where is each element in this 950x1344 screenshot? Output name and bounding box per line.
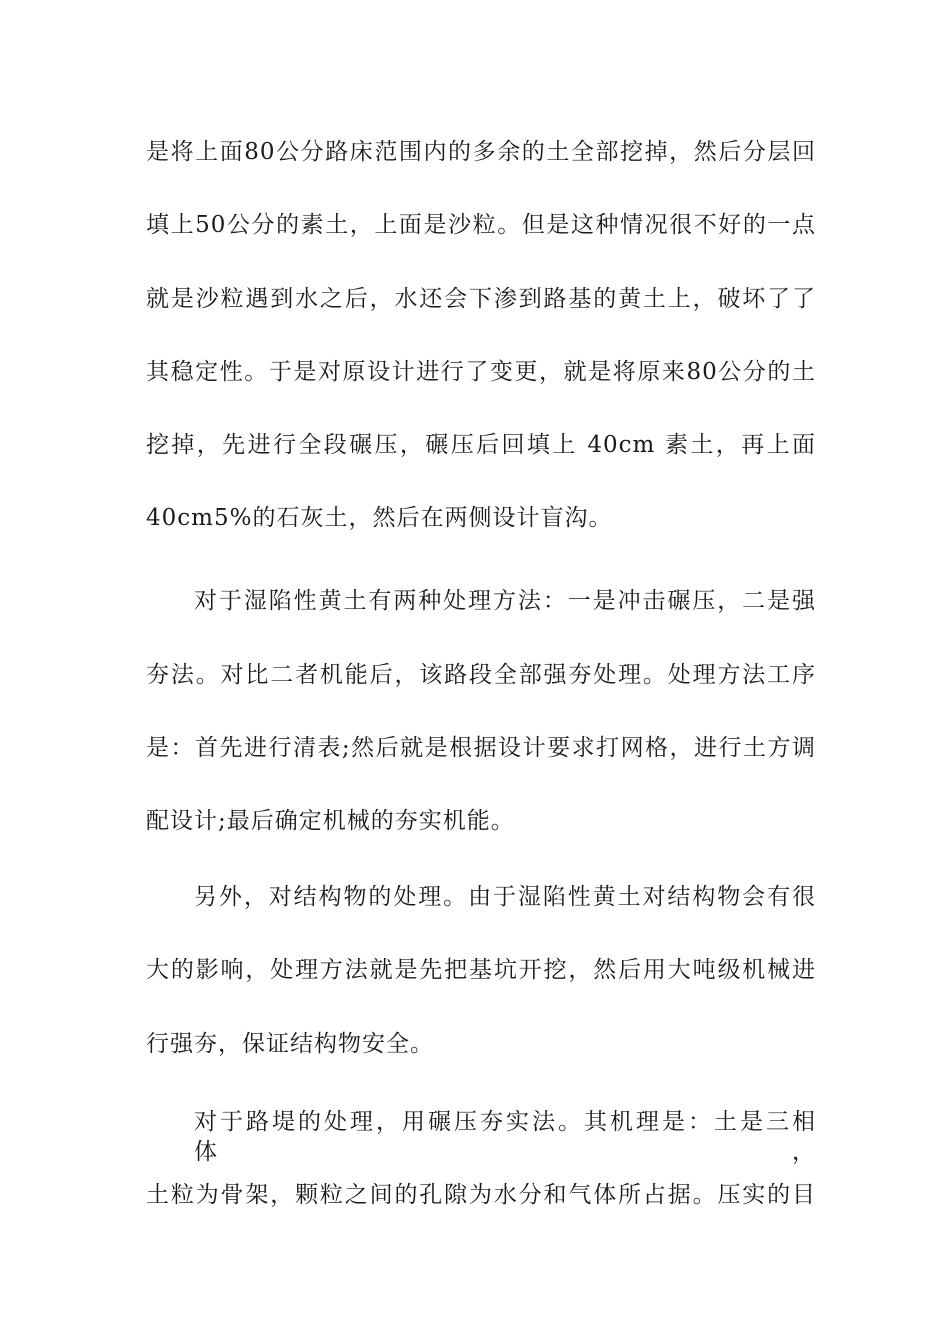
paragraph-line: 夯法。对比二者机能后，该路段全部强夯处理。处理方法工序: [146, 662, 816, 688]
paragraph-line: 另外，对结构物的处理。由于湿陷性黄土对结构物会有很: [194, 884, 816, 910]
paragraph-line: 是：首先进行清表;然后就是根据设计要求打网格，进行土方调: [146, 735, 816, 761]
paragraph-line: 对于湿陷性黄土有两种处理方法：一是冲击碾压，二是强: [194, 588, 816, 614]
paragraph-line: 对于路堤的处理，用碾压夯实法。其机理是：土是三相体，: [194, 1109, 816, 1165]
paragraph-line: 是将上面80公分路床范围内的多余的土全部挖掉，然后分层回: [146, 139, 816, 165]
paragraph-line: 配设计;最后确定机械的夯实机能。: [146, 808, 515, 834]
paragraph-line: 大的影响，处理方法就是先把基坑开挖，然后用大吨级机械进: [146, 957, 816, 983]
paragraph-line: 40cm5%的石灰土，然后在两侧设计盲沟。: [146, 505, 613, 531]
paragraph-line: 挖掉，先进行全段碾压，碾压后回填上 40cm 素土，再上面: [146, 432, 816, 458]
paragraph-line: 其稳定性。于是对原设计进行了变更，就是将原来80公分的土: [146, 359, 816, 385]
paragraph-line: 填上50公分的素土，上面是沙粒。但是这种情况很不好的一点: [146, 212, 816, 238]
paragraph-line: 就是沙粒遇到水之后，水还会下渗到路基的黄土上，破坏了了: [146, 286, 816, 312]
paragraph-line: 行强夯，保证结构物安全。: [146, 1031, 434, 1057]
paragraph-line: 土粒为骨架，颗粒之间的孔隙为水分和气体所占据。压实的目: [146, 1182, 816, 1208]
